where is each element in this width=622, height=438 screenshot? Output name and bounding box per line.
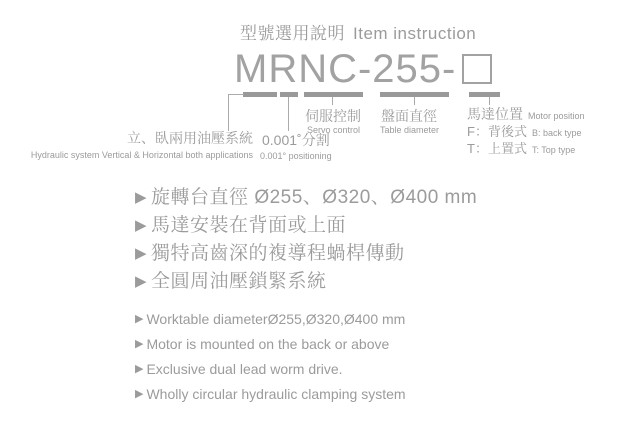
motor-option-top-zh: T：上置式 <box>467 141 527 156</box>
feature-zh-worm-drive <box>135 244 405 263</box>
model-number <box>234 48 492 90</box>
feature-zh-motor-text: 馬達安裝在背面或上面 <box>151 215 347 236</box>
feature-zh-motor <box>135 216 346 235</box>
segment-bar-hydraulic <box>243 92 277 97</box>
page-title-zh: 型號選用說明 <box>240 24 345 43</box>
segment-bar-positioning <box>280 92 298 97</box>
feature-en-worm-drive-text: Exclusive dual lead worm drive. <box>146 361 343 377</box>
connector-line-positioning <box>288 97 289 131</box>
motor-option-back <box>467 125 585 138</box>
motor-position-zh: 馬達位置 <box>467 106 523 122</box>
connector-line-hydraulic-vertical <box>228 94 229 131</box>
triangle-bullet-icon: ▶ <box>135 217 148 234</box>
feature-en-clamping-text: Wholly circular hydraulic clamping system <box>146 386 406 402</box>
connector-line-hydraulic-horizontal <box>228 94 244 95</box>
triangle-bullet-icon: ▶ <box>135 388 144 400</box>
motor-option-back-en: B: back type <box>531 128 582 138</box>
feature-en-motor-text: Motor is mounted on the back or above <box>146 336 390 352</box>
segment-bar-motor <box>469 92 500 97</box>
segment-label-hydraulic <box>8 131 253 160</box>
model-number-text: MRNC-255- <box>234 47 457 91</box>
triangle-bullet-icon: ▶ <box>135 245 148 262</box>
segment-label-diameter-zh: 盤面直徑 <box>381 108 437 124</box>
feature-en-clamping <box>135 387 406 401</box>
segment-label-diameter-en: Table diameter <box>380 125 440 135</box>
segment-label-hydraulic-zh: 立、臥兩用油壓系統 <box>127 130 253 146</box>
segment-label-positioning-zh: 0.001˚分割 <box>262 132 330 148</box>
feature-zh-clamping <box>135 272 327 291</box>
page-title <box>240 25 476 42</box>
feature-en-worm-drive <box>135 362 343 376</box>
triangle-bullet-icon: ▶ <box>135 313 144 325</box>
segment-label-motor <box>467 107 585 159</box>
feature-zh-worm-drive-text: 獨特高齒深的複導程蝸桿傳動 <box>151 243 405 264</box>
feature-en-worktable <box>135 312 405 326</box>
triangle-bullet-icon: ▶ <box>135 273 148 290</box>
feature-en-motor <box>135 337 389 351</box>
feature-zh-worktable <box>135 188 477 207</box>
motor-position-heading <box>467 107 585 121</box>
feature-zh-worktable-text: 旋轉台直徑 Ø255、Ø320、Ø400 mm <box>151 187 478 208</box>
page-title-en: Item instruction <box>353 24 477 43</box>
motor-option-top <box>467 142 585 155</box>
segment-bar-servo <box>304 92 363 97</box>
segment-label-servo-zh: 伺服控制 <box>305 108 361 124</box>
motor-option-top-en: T: Top type <box>531 145 576 155</box>
motor-option-back-zh: F：背後式 <box>467 124 527 139</box>
segment-label-positioning-en: 0.001° positioning <box>260 151 332 161</box>
model-option-box-icon <box>462 54 492 84</box>
connector-tick-motor <box>489 97 490 105</box>
feature-zh-clamping-text: 全圓周油壓鎖緊系統 <box>151 271 327 292</box>
connector-tick-diameter <box>414 97 415 105</box>
triangle-bullet-icon: ▶ <box>135 189 148 206</box>
segment-label-hydraulic-en: Hydraulic system Vertical & Horizontal both applications <box>30 150 253 160</box>
segment-label-servo-en: Servo control <box>307 125 361 135</box>
triangle-bullet-icon: ▶ <box>135 338 144 350</box>
connector-tick-servo <box>332 97 333 105</box>
motor-position-en: Motor position <box>528 111 585 121</box>
feature-en-worktable-text: Worktable diameterØ255,Ø320,Ø400 mm <box>146 311 406 327</box>
triangle-bullet-icon: ▶ <box>135 363 144 375</box>
